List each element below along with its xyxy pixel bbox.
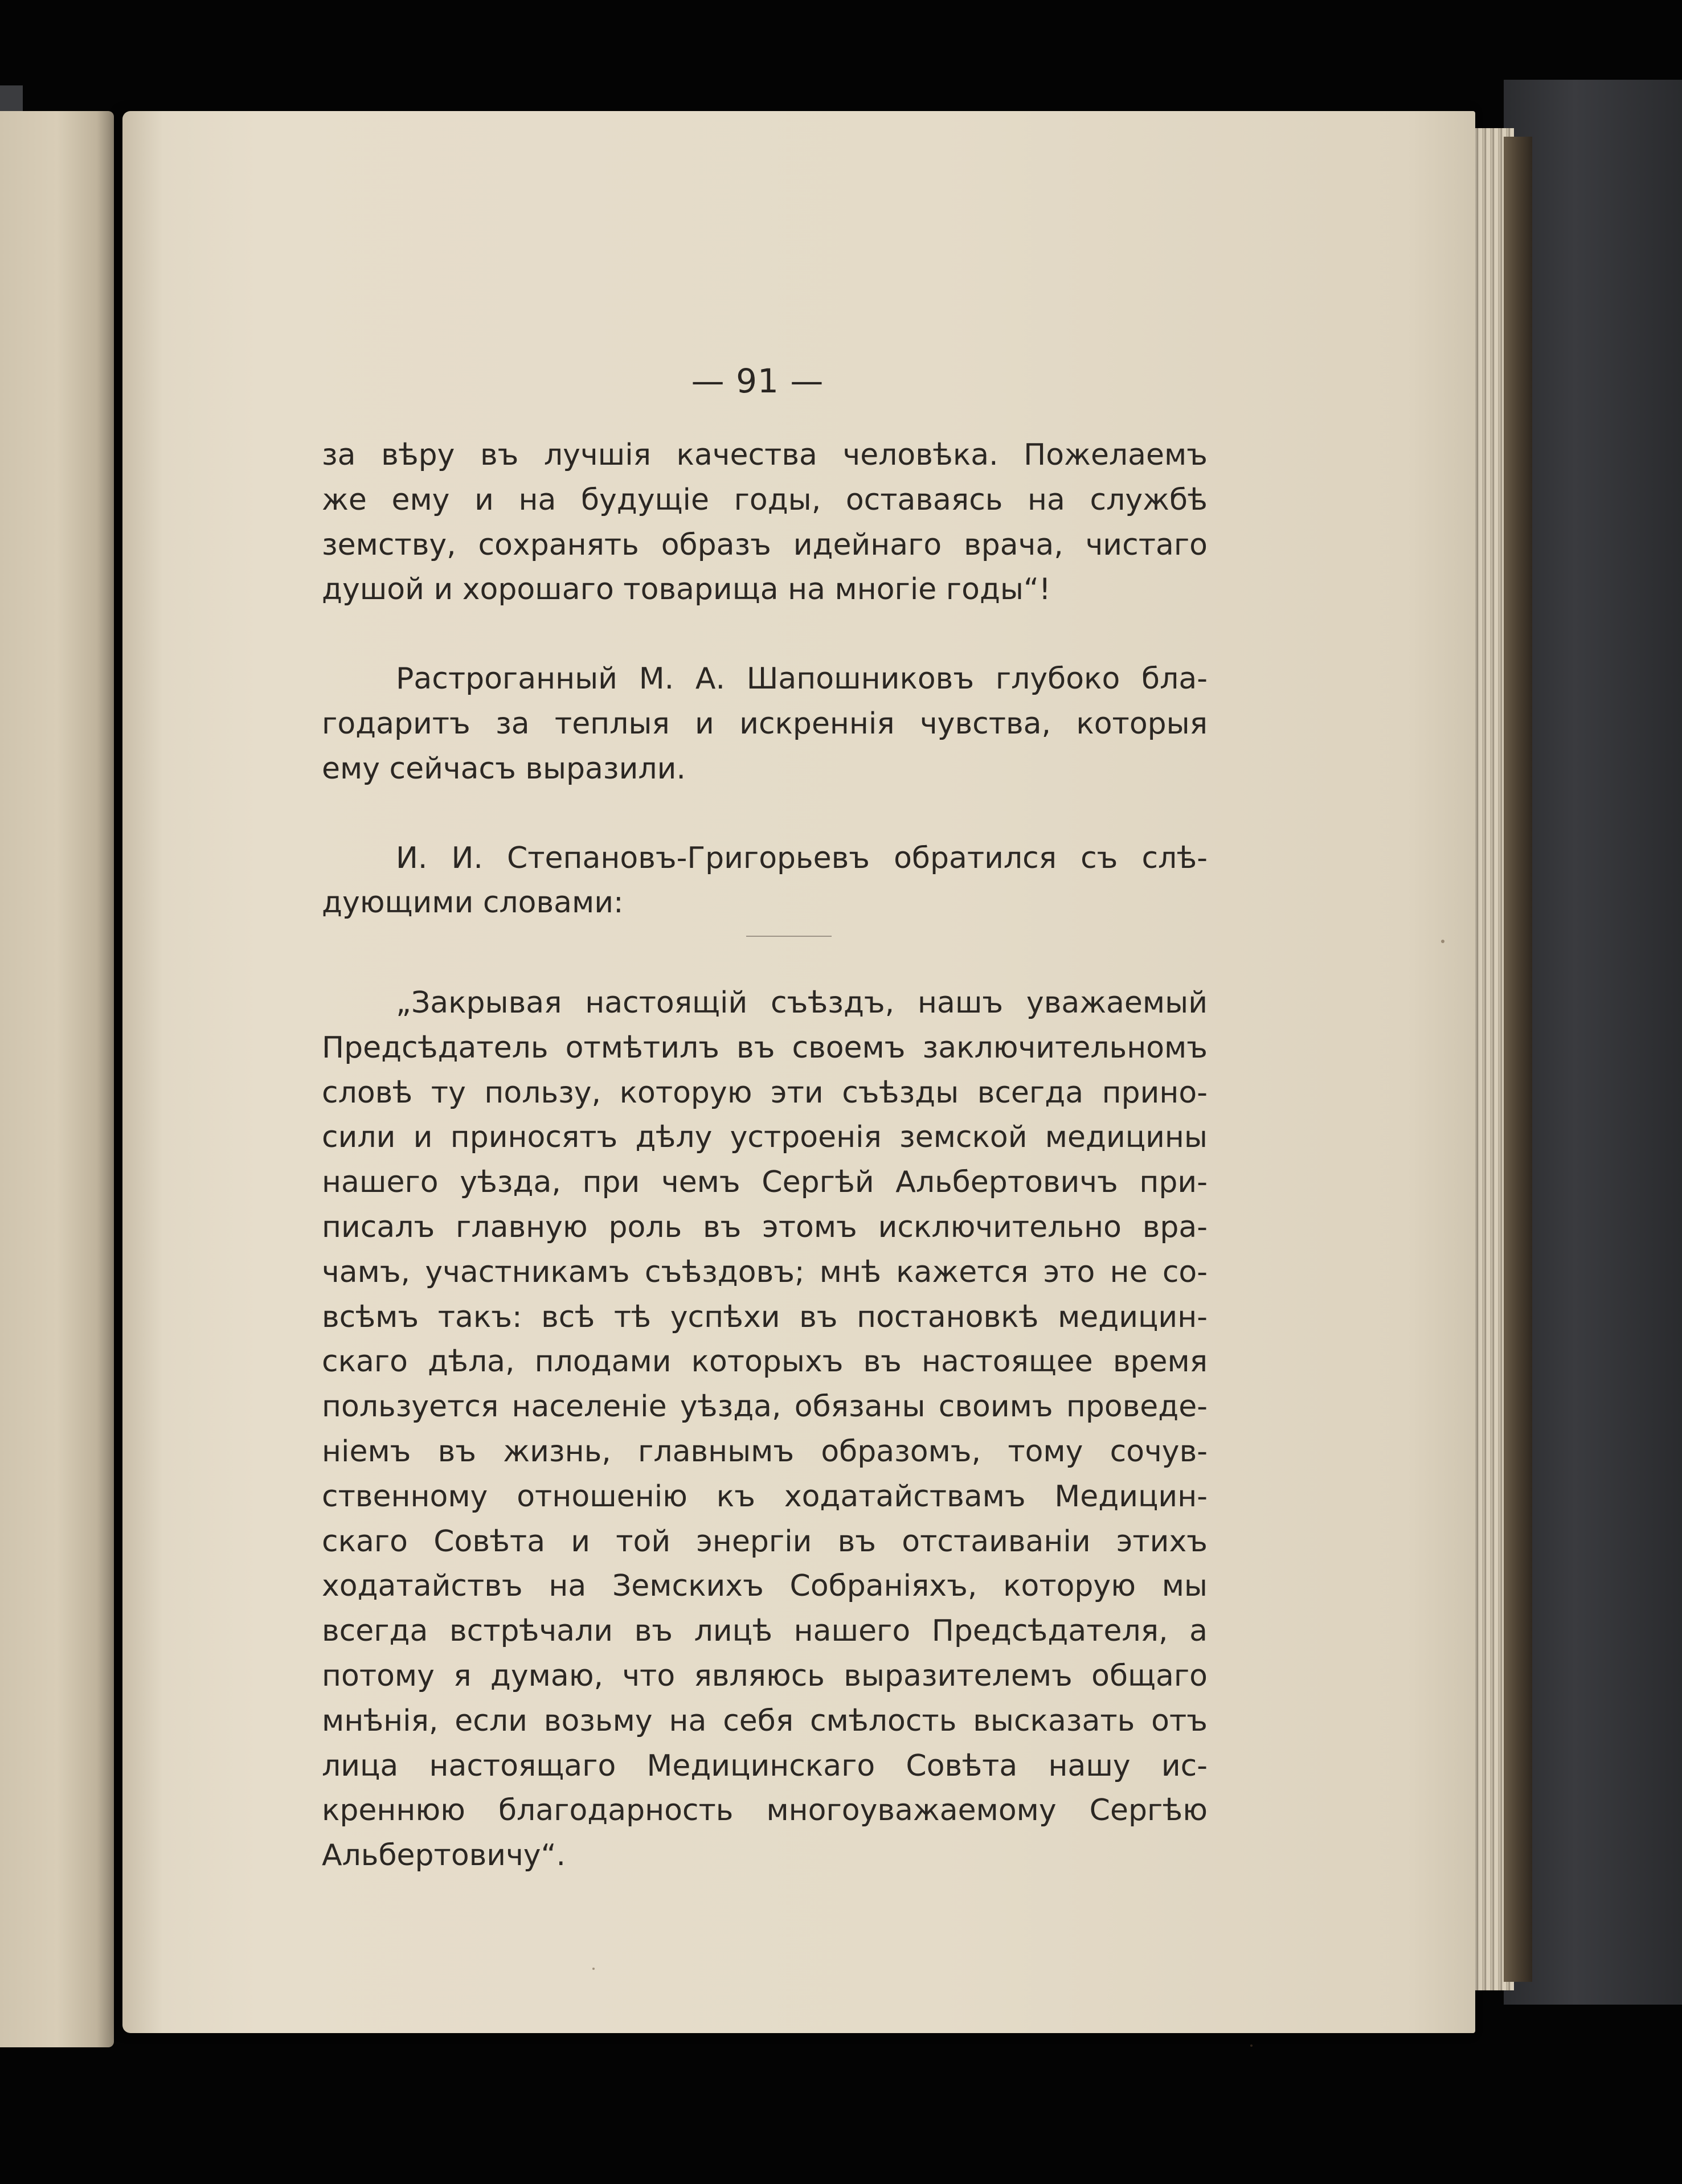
text-line: пользуется населеніе уѣзда, обязаны своимъ проведе- xyxy=(322,1390,1208,1424)
page-number: — 91 — xyxy=(691,362,824,400)
text-line: ходатайствъ на Земскихъ Собраніяхъ, которую мы xyxy=(322,1569,1208,1604)
paragraph-3 xyxy=(322,836,1208,926)
text-line: нашего уѣзда, при чемъ Сергѣй Альбертовичъ при- xyxy=(322,1165,1208,1200)
text-line: же ему и на будущіе годы, оставаясь на службѣ xyxy=(322,482,1208,517)
text-line: скаго Совѣта и той энергіи въ отстаиваніи этихъ xyxy=(322,1524,1208,1559)
section-divider xyxy=(746,936,832,937)
text-line: сили и приносятъ дѣлу устроенія земской медицины xyxy=(322,1120,1208,1155)
paper-speck xyxy=(1441,940,1444,943)
text-line: земству, сохранять образъ идейнаго врача, чистаго xyxy=(322,527,1208,562)
text-line: словѣ ту пользу, которую эти съѣзды всегда прино- xyxy=(322,1075,1208,1110)
text-line: ніемъ въ жизнь, главнымъ образомъ, тому сочув- xyxy=(322,1434,1208,1469)
text-line: мнѣнія, если возьму на себя смѣлость высказать отъ xyxy=(322,1703,1208,1738)
text-line: И. И. Степановъ-Григорьевъ обратился съ слѣ- xyxy=(396,841,1208,875)
text-line: лица настоящаго Медицинскаго Совѣта нашу ис- xyxy=(322,1748,1208,1783)
quoted-speech xyxy=(322,981,1208,1878)
left-page-edge xyxy=(0,111,114,2047)
paper-speck xyxy=(1250,2044,1253,2047)
text-line: за вѣру въ лучшія качества человѣка. Пожелаемъ xyxy=(322,438,1208,472)
text-line: писалъ главную роль въ этомъ исключительно вра- xyxy=(322,1210,1208,1244)
text-line: чамъ, участникамъ съѣздовъ; мнѣ кажется это не со- xyxy=(322,1255,1208,1289)
page-body xyxy=(322,433,1208,925)
text-line: ему сейчасъ выразили. xyxy=(322,751,686,786)
text-line: ственному отношенію къ ходатайствамъ Медицин- xyxy=(322,1479,1208,1514)
page-block-shadow xyxy=(1504,137,1532,1982)
paper-speck xyxy=(592,1968,595,1970)
text-line: дующими словами: xyxy=(322,886,624,920)
text-line: скаго дѣла, плодами которыхъ въ настоящее время xyxy=(322,1345,1208,1379)
text-line: Альбертовичу“. xyxy=(322,1838,566,1873)
text-line: годаритъ за теплыя и искреннія чувства, которыя xyxy=(322,706,1208,741)
text-line: Предсѣдатель отмѣтилъ въ своемъ заключительномъ xyxy=(322,1030,1208,1065)
text-line: всѣмъ такъ: всѣ тѣ успѣхи въ постановкѣ медицин- xyxy=(322,1300,1208,1334)
text-line: креннюю благодарность многоуважаемому Сергѣю xyxy=(322,1793,1208,1828)
paragraph-2 xyxy=(322,657,1208,791)
paragraph-1 xyxy=(322,433,1208,612)
text-line: „Закрывая настоящій съѣздъ, нашъ уважаемый xyxy=(396,986,1208,1020)
text-line: потому я думаю, что являюсь выразителемъ общаго xyxy=(322,1658,1208,1693)
text-line: душой и хорошаго товарища на многіе годы“! xyxy=(322,572,1051,607)
paragraph-4 xyxy=(322,981,1208,1878)
text-line: всегда встрѣчали въ лицѣ нашего Предсѣдателя, а xyxy=(322,1614,1208,1649)
text-line: Растроганный М. А. Шапошниковъ глубоко бла- xyxy=(396,662,1208,696)
